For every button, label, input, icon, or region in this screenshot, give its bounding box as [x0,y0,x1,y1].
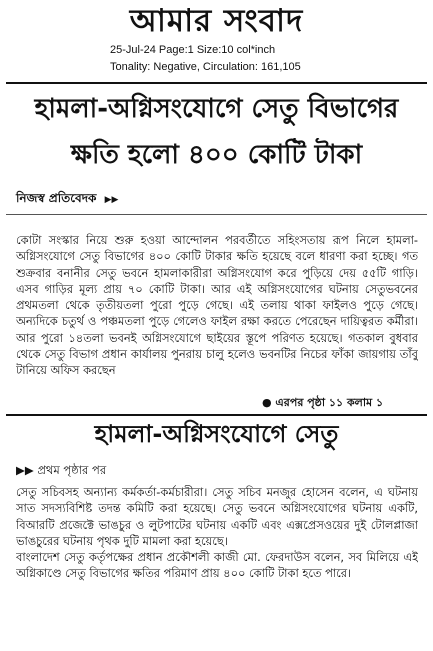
newspaper-masthead: আমার সংবাদ [129,3,304,39]
continuation-headline: হামলা-অগ্নিসংযোগে সেতু [94,420,339,448]
article-paragraph: সেতু সচিবসহ অন্যান্য কর্মকর্তা-কর্মচারীরা। সেতু সচিব মনজুর হোসেন বলেন, এ ঘটনায় সাত সদস্যবিশিষ্ট তদন্ত কমিটি করা হয়েছে। সেতু ভবনে অগ্নিসংযোগের ঘটনায় একটি, বিআরটি প্রজেক্টে ভাঙচুর ও লুটপাটের ঘটনায় একটি এবং এক্সপ্রেসওয়ের দুই টোলপ্লাজা ভাঙচুরের ঘটনায় পৃথক দুটি মামলা করা হয়েছে। [16,485,418,548]
byline [16,190,118,210]
article-paragraph: বাংলাদেশ সেতু কর্তৃপক্ষের প্রধান প্রকৌশলী কাজী মো. ফেরদাউস বলেন, সব মিলিয়ে এই অগ্নিকাণ্ডে সেতু বিভাগের ক্ষতির পরিমাণ প্রায় ৪০০ কোটি টাকা হতে পারে। [16,550,418,581]
article-paragraph: কোটা সংস্কার নিয়ে শুরু হওয়া আন্দোলন পরবর্তীতে সহিংসতায় রূপ নিলে হামলা-অগ্নিসংযোগে সেতু বিভাগের ৪০০ কোটি টাকার ক্ষতি হয়েছে বলে ধারণা করা হচ্ছে। গত শুক্রবার বনানীর সেতু ভবনে হামলাকারীরা অগ্নিসংযোগ করে পুড়িয়ে দেয় ৫৫টি গাড়ি। এসব গাড়ির মূল্য প্রায় ৭০ কোটি টাকা। আর এই অগ্নিসংযোগের ঘটনায় সেতুভবনের প্রথমতলা থেকে তৃতীয়তলা পুরো পুড়ে গেছে। এই তলায় থাকা ফাইলও পুড়ে গেছে। অন্যদিকে চতুর্থ ও পঞ্চমতলা পুড়ে গেলেও ফাইল রক্ষা করতে পেরেছেন দায়িত্বরত কর্মীরা। আর পুরো ১৪তলা ভবনই অগ্নিসংযোগে ছাইয়ের স্তূপে পরিণত হয়েছে। গতকাল বুধবার থেকে সেতু বিভাগ প্রধান কার্যালয় পুনরায় চালু হলেও ভবনটির নিচের ফাঁকা জায়গায় তাঁবু টানিয়ে অফিস করছেন [16,233,418,378]
headline-line-1: হামলা-অগ্নিসংযোগে সেতু বিভাগের [34,94,399,124]
section-divider [6,414,427,416]
header-divider [6,82,427,84]
byline-divider [6,214,427,215]
byline-arrow-icon: ▶▶ [104,195,119,205]
continue-note: ● এরপর পৃষ্ঠা ১১ কলাম ১ [262,394,383,413]
headline-line-2: ক্ষতি হলো ৪০০ কোটি টাকা [70,140,363,170]
article-body-part-2 [16,484,418,644]
byline-text: নিজস্ব প্রতিবেদক [16,191,97,205]
clip-meta-date-page: 25-Jul-24 Page:1 Size:10 col*inch [110,44,276,56]
article-body-part-1 [16,232,418,412]
clip-meta-tonality: Tonality: Negative, Circulation: 161,105 [110,61,301,73]
previous-page-note: ▶▶ প্রথম পৃষ্ঠার পর [16,463,107,477]
